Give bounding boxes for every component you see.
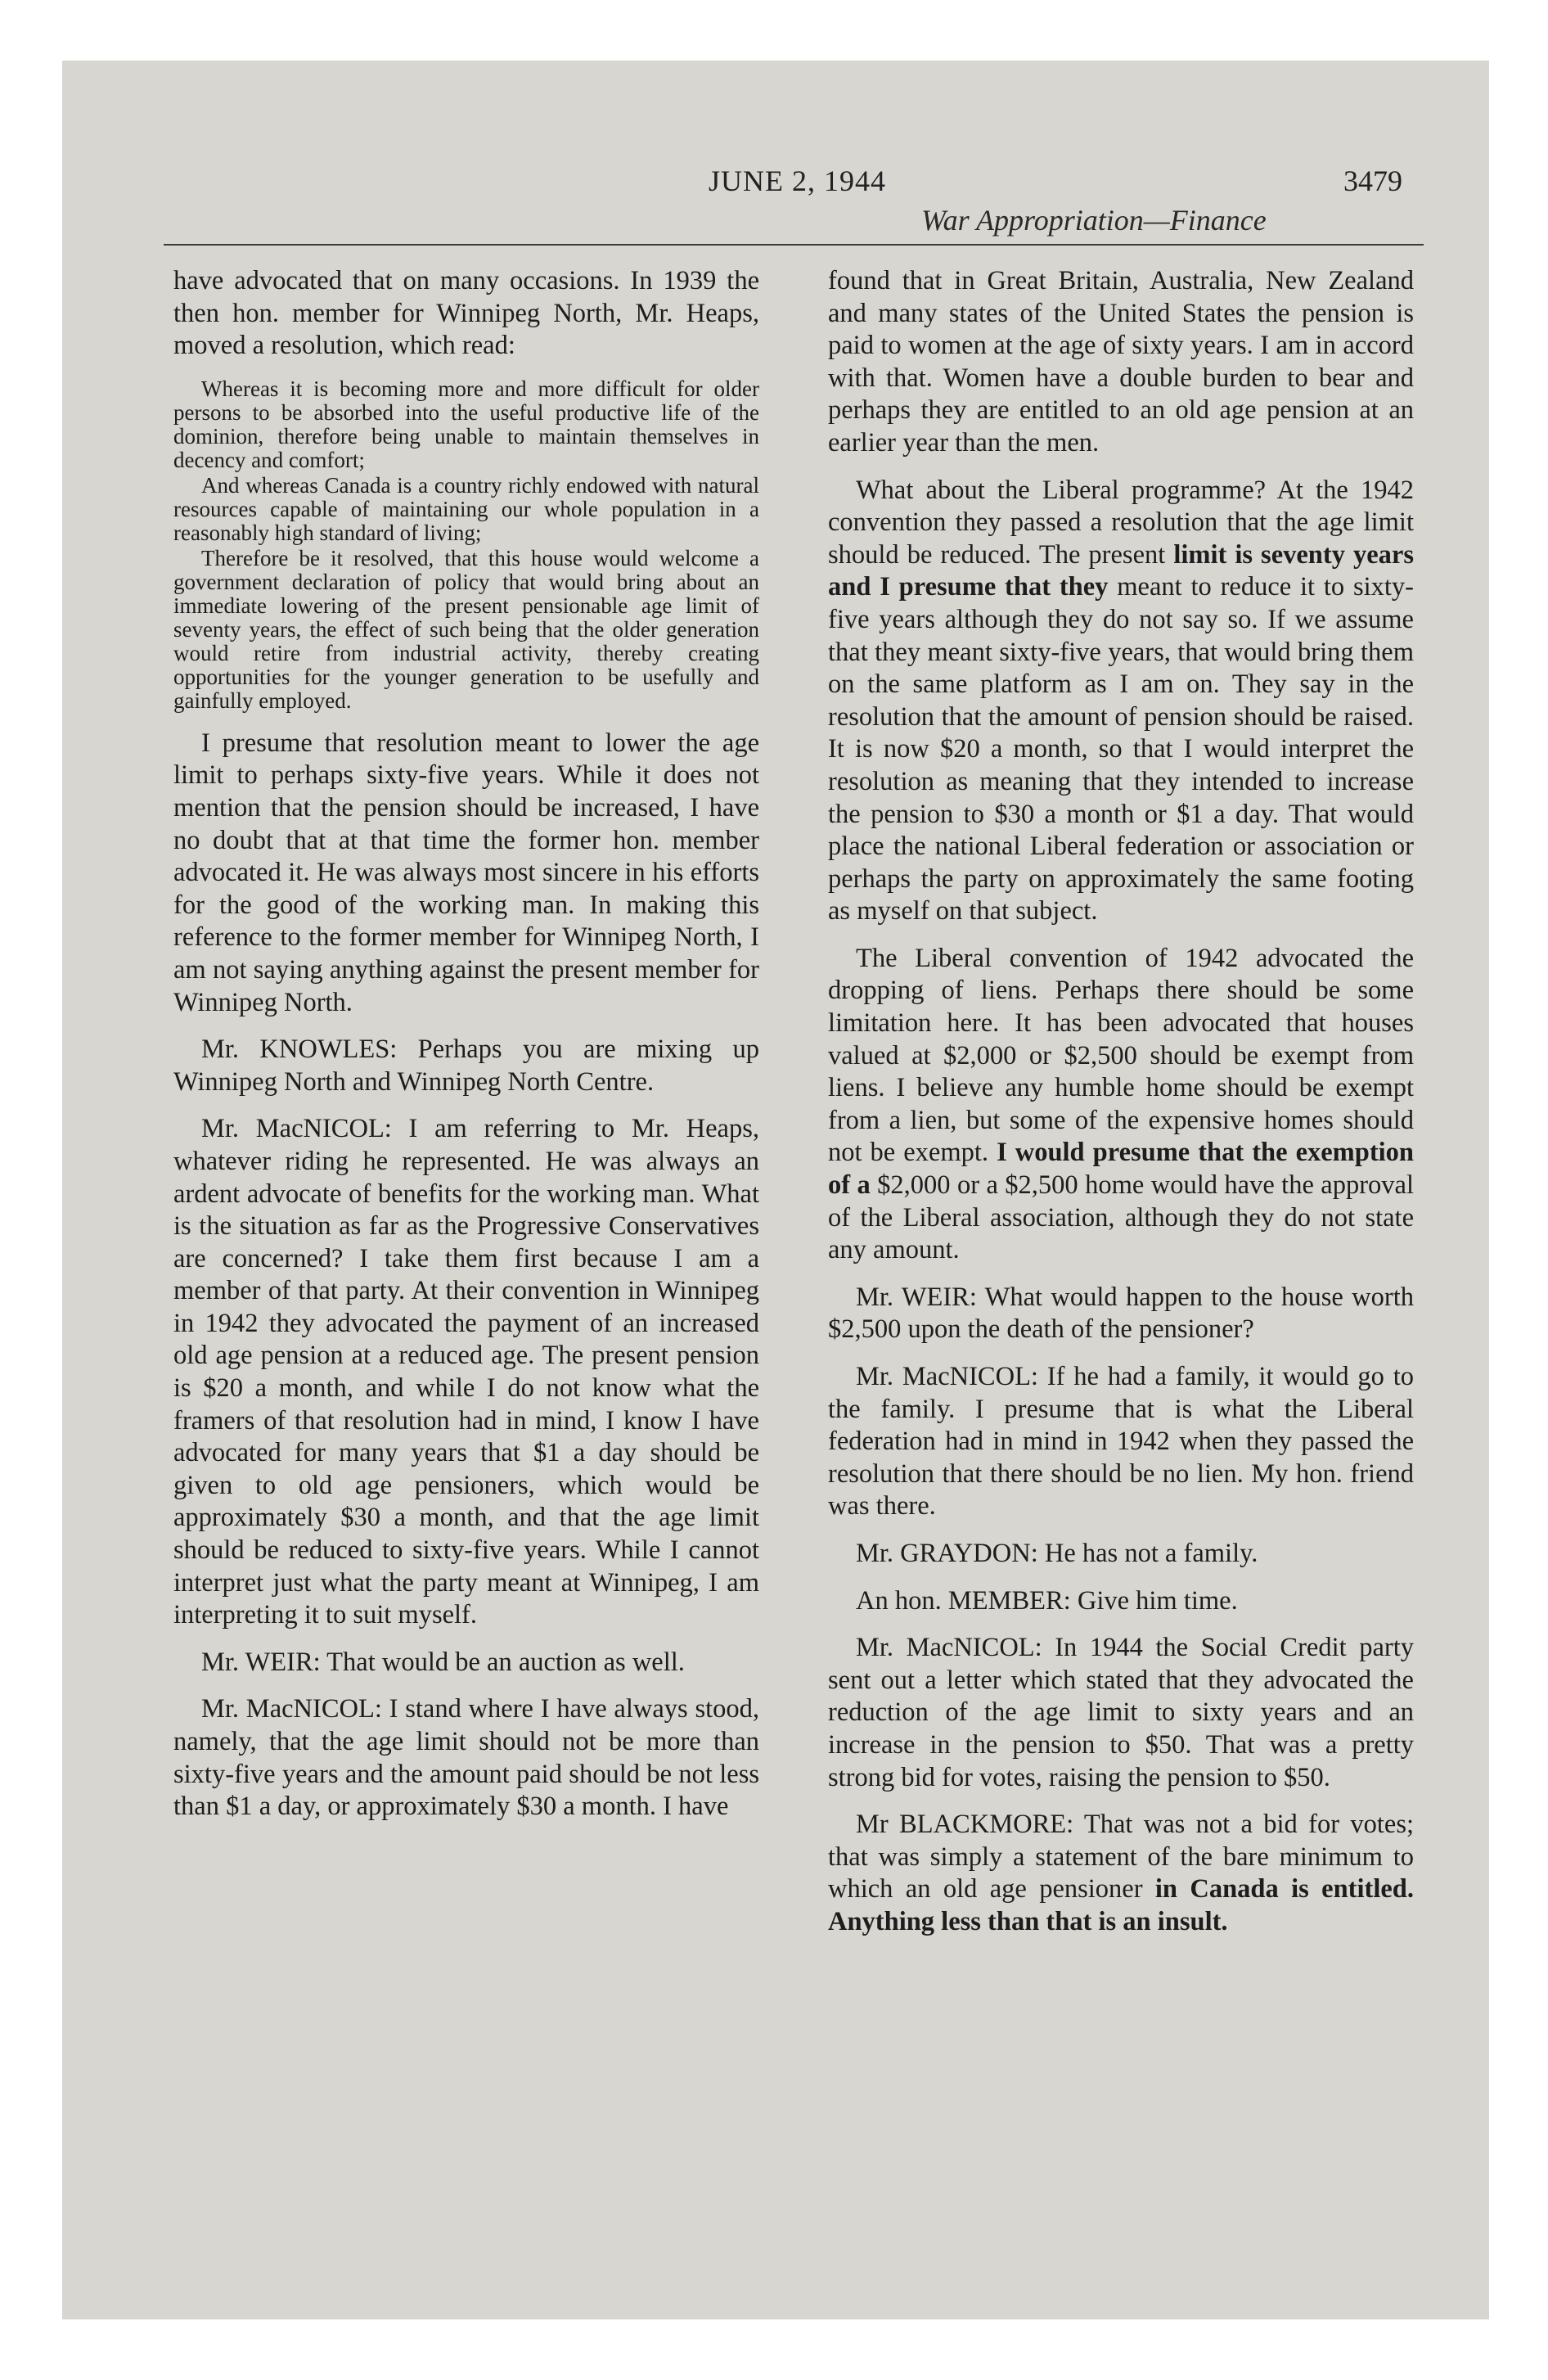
quote-paragraph: Whereas it is becoming more and more difficult for older persons to be absorbed into the useful productive life of the dominion, therefore being unable to maintain themselves in decency and comfort;	[173, 376, 759, 472]
paragraph: I presume that resolution meant to lower the age limit to perhaps sixty-five years. While it does not mention that the pension should be increased, I have no doubt that at that time the former hon. member advocated it. He was always most sincere in his efforts for the good of the working man. In making this reference to the former member for Winnipeg North, I am not saying anything against the present member for Winnipeg North.	[173, 728, 759, 1017]
paragraph: found that in Great Britain, Australia, New Zealand and many states of the United States the pension is paid to women at the age of sixty years. I am in accord with that. Women have a double burden to bear and perhaps they are entitled to an old age pension at an earlier year than the men.	[828, 266, 1414, 458]
speaker-paragraph	[828, 1809, 1414, 1938]
text-run: What about the Liberal programme? At the 1942 convention they passed a resolution that the age limit should be reduced. The present	[828, 475, 1414, 570]
page-number: 3479	[1343, 165, 1402, 197]
header-subject: War Appropriation—Finance	[921, 204, 1267, 237]
speaker-paragraph: Mr. MacNICOL: In 1944 the Social Credit party sent out a letter which stated that they advocated the reduction of the age limit to sixty years and an increase in the pension to $50. That was a pretty strong bid for votes, raising the pension to $50.	[828, 1633, 1414, 1792]
quote-paragraph: And whereas Canada is a country richly endowed with natural resources capable of maintaining our whole population in a reasonably high standard of living;	[173, 472, 759, 545]
text-run: $2,000 or a $2,500 home would have the approval of the Liberal association, although they do not state any amount.	[828, 1170, 1414, 1265]
speaker-paragraph: Mr. GRAYDON: He has not a family.	[856, 1538, 1258, 1568]
page-header	[164, 164, 1440, 237]
text-run: The Liberal convention of 1942 advocated the dropping of liens. Perhaps there should be some limitation here. It has been advocated that houses valued at $2,000 or $2,500 should be exempt from liens. I believe any humble home should be exempt from a lien, but some of the expensive homes should not be exempt.	[828, 943, 1414, 1168]
text-run: meant to reduce it to sixty-five years although they do not say so. If we assume that they meant sixty-five years, that would bring them on the same platform as I am on. They say in the resolution that the amount of pension should be raised. It is now $20 a month, so that I would interpret the resolution as meaning that they intended to increase the pension to $30 a month or $1 a day. That would place the national Liberal federation or association or perhaps the party on approximately the same footing as myself on that subject.	[828, 572, 1415, 926]
bold-text-run: limit is seventy years and I presume that they	[828, 539, 1414, 602]
bold-text-run: in Canada is entitled. Anything less than that is an insult.	[828, 1874, 1414, 1936]
paragraph	[828, 943, 1414, 1267]
paragraph: have advocated that on many occasions. In 1939 the then hon. member for Winnipeg North, Mr. Heaps, moved a resolution, which read:	[173, 266, 759, 361]
paragraph	[828, 475, 1414, 928]
header-rule	[164, 244, 1424, 246]
speaker-paragraph: Mr. MacNICOL: I stand where I have always stood, namely, that the age limit should not be more than sixty-five years and the amount paid should be not less than $1 a day, or approximately $30 a month. I have	[173, 1694, 759, 1822]
text-run: Mr BLACKMORE: That was not a bid for votes; that was simply a statement of the bare minimum to which an old age pensioner	[828, 1810, 1414, 1904]
speaker-paragraph: Mr. WEIR: That would be an auction as well.	[201, 1647, 685, 1677]
speaker-paragraph: Mr. WEIR: What would happen to the house worth $2,500 upon the death of the pensioner?	[828, 1282, 1414, 1345]
right-column	[828, 265, 1414, 1954]
header-date: JUNE 2, 1944	[709, 165, 886, 197]
bold-text-run: I would presume that the exemption of a	[828, 1138, 1414, 1201]
left-column	[173, 265, 759, 1838]
quote-paragraph: Therefore be it resolved, that this house would welcome a government declaration of policy that would bring about an immediate lowering of the present pensionable age limit of seventy years, the effect of such being that the older generation would retire from industrial activity, thereby creating opportunities for the younger generation to be usefully and gainfully employed.	[173, 545, 759, 713]
speaker-paragraph: An hon. MEMBER: Give him time.	[856, 1585, 1238, 1616]
quoted-resolution	[173, 377, 759, 713]
speaker-paragraph: Mr. KNOWLES: Perhaps you are mixing up Winnipeg North and Winnipeg North Centre.	[173, 1034, 759, 1097]
speaker-paragraph: Mr. MacNICOL: I am referring to Mr. Heaps, whatever riding he represented. He was always an ardent advocate of benefits for the working man. What is the situation as far as the Progressive Conservatives are concerned? I take them first because I am a member of that party. At their convention in Winnipeg in 1942 they advocated the payment of an increased old age pension at a reduced age. The present pension is $20 a month, and while I do not know what the framers of that resolution had in mind, I know I have advocated for many years that $1 a day should be given to old age pensioners, which would be approximately $30 a month, and that the age limit should be reduced to sixty-five years. While I cannot interpret just what the party meant at Winnipeg, I am interpreting it to suit myself.	[173, 1114, 759, 1630]
speaker-paragraph: Mr. MacNICOL: If he had a family, it would go to the family. I presume that is what the Liberal federation had in mind in 1942 when they passed the resolution that there should be no lien. My hon. friend was there.	[828, 1362, 1414, 1521]
document-page	[164, 0, 1440, 2380]
